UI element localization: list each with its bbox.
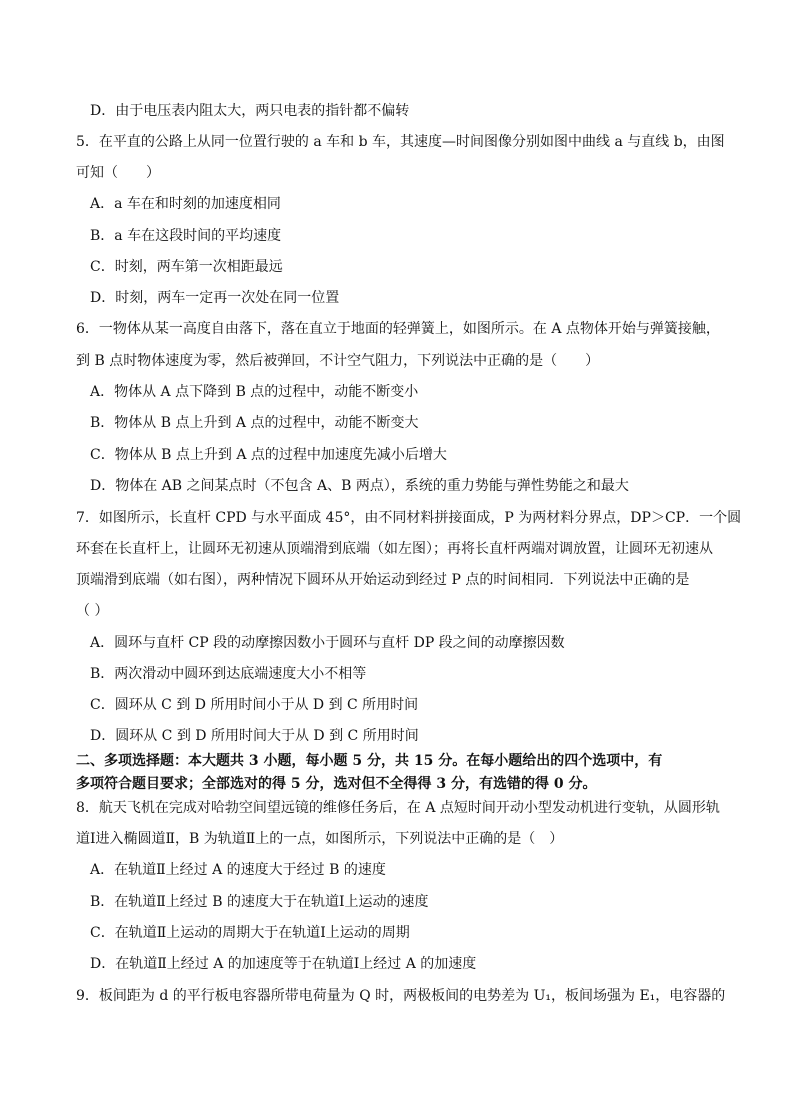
q7-option-c: C．圆环从 C 到 D 所用时间小于从 D 到 C 所用时间 bbox=[90, 697, 419, 713]
q8-stem-line-1: 8．航天飞机在完成对哈勃空间望远镜的维修任务后，在 A 点短时间开动小型发动机进行变轨，从圆形轨 bbox=[76, 800, 720, 816]
q8-option-d: D．在轨道Ⅱ上经过 A 的加速度等于在轨道Ⅰ上经过 A 的加速度 bbox=[90, 956, 477, 972]
q7-option-d: D．圆环从 C 到 D 所用时间大于从 D 到 C 所用时间 bbox=[90, 728, 419, 744]
q5-stem-line-2: 可知（ ） bbox=[76, 165, 160, 181]
q5-option-b: B．a 车在这段时间的平均速度 bbox=[90, 228, 282, 244]
q6-option-d: D．物体在 AB 之间某点时（不包含 A、B 两点），系统的重力势能与弹性势能之和最大 bbox=[90, 478, 629, 494]
q8-stem-line-2: 道Ⅰ进入椭圆道Ⅱ，B 为轨道Ⅱ上的一点，如图所示，下列说法中正确的是（ ） bbox=[76, 831, 564, 847]
section-2-heading-line-1: 二、多项选择题：本大题共 3 小题，每小题 5 分，共 15 分。在每小题给出的四个选项中，有 bbox=[76, 753, 663, 769]
q8-option-b: B．在轨道Ⅱ上经过 B 的速度大于在轨道Ⅰ上运动的速度 bbox=[90, 894, 429, 910]
q5-option-c: C．时刻，两车第一次相距最远 bbox=[90, 259, 283, 275]
q7-stem-line-2: 环套在长直杆上，让圆环无初速从顶端滑到底端（如左图）；再将长直杆两端对调放置，让圆环无初速从 bbox=[76, 541, 713, 557]
q7-option-b: B．两次滑动中圆环到达底端速度大小不相等 bbox=[90, 666, 367, 682]
q7-stem-line-3: 顶端滑到底端（如右图），两种情况下圆环从开始运动到经过 P 点的时间相同．下列说法中正确的是 bbox=[76, 572, 690, 588]
q6-option-c: C．物体从 B 点上升到 A 点的过程中加速度先减小后增大 bbox=[90, 447, 447, 463]
q8-option-c: C．在轨道Ⅱ上运动的周期大于在轨道Ⅰ上运动的周期 bbox=[90, 925, 410, 941]
q5-option-a: A．a 车在和时刻的加速度相同 bbox=[90, 196, 281, 212]
q7-stem-line-4: （ ） bbox=[76, 603, 109, 619]
q5-stem-line-1: 5．在平直的公路上从同一位置行驶的 a 车和 b 车，其速度—时间图像分别如图中曲线 a 与直线 b，由图 bbox=[76, 134, 725, 150]
q6-stem-line-1: 6．一物体从某一高度自由落下，落在直立于地面的轻弹簧上，如图所示。在 A 点物体开始与弹簧接触， bbox=[76, 321, 720, 337]
q8-option-a: A．在轨道Ⅱ上经过 A 的速度大于经过 B 的速度 bbox=[90, 862, 386, 878]
q6-stem-line-2: 到 B 点时物体速度为零，然后被弹回，不计空气阻力，下列说法中正确的是（ ） bbox=[76, 353, 600, 369]
q9-stem-line-1: 9．板间距为 d 的平行板电容器所带电荷量为 Q 时，两极板间的电势差为 U₁，板间场强为 E₁，电容器的 bbox=[76, 988, 726, 1004]
q5-option-d: D．时刻，两车一定再一次处在同一位置 bbox=[90, 290, 340, 306]
q7-stem-line-1: 7．如图所示，长直杆 CPD 与水平面成 45°，由不同材料拼接面成，P 为两材料分界点，DP＞CP．一个圆 bbox=[76, 510, 742, 526]
section-2-heading-line-2: 多项符合题目要求；全部选对的得 5 分，选对但不全得得 3 分，有选错的得 0 分。 bbox=[76, 776, 597, 792]
q6-option-a: A．物体从 A 点下降到 B 点的过程中，动能不断变小 bbox=[90, 384, 419, 400]
q4-option-d: D．由于电压表内阻太大，两只电表的指针都不偏转 bbox=[90, 103, 410, 119]
q6-option-b: B．物体从 B 点上升到 A 点的过程中，动能不断变大 bbox=[90, 415, 419, 431]
q7-option-a: A．圆环与直杆 CP 段的动摩擦因数小于圆环与直杆 DP 段之间的动摩擦因数 bbox=[90, 635, 565, 651]
